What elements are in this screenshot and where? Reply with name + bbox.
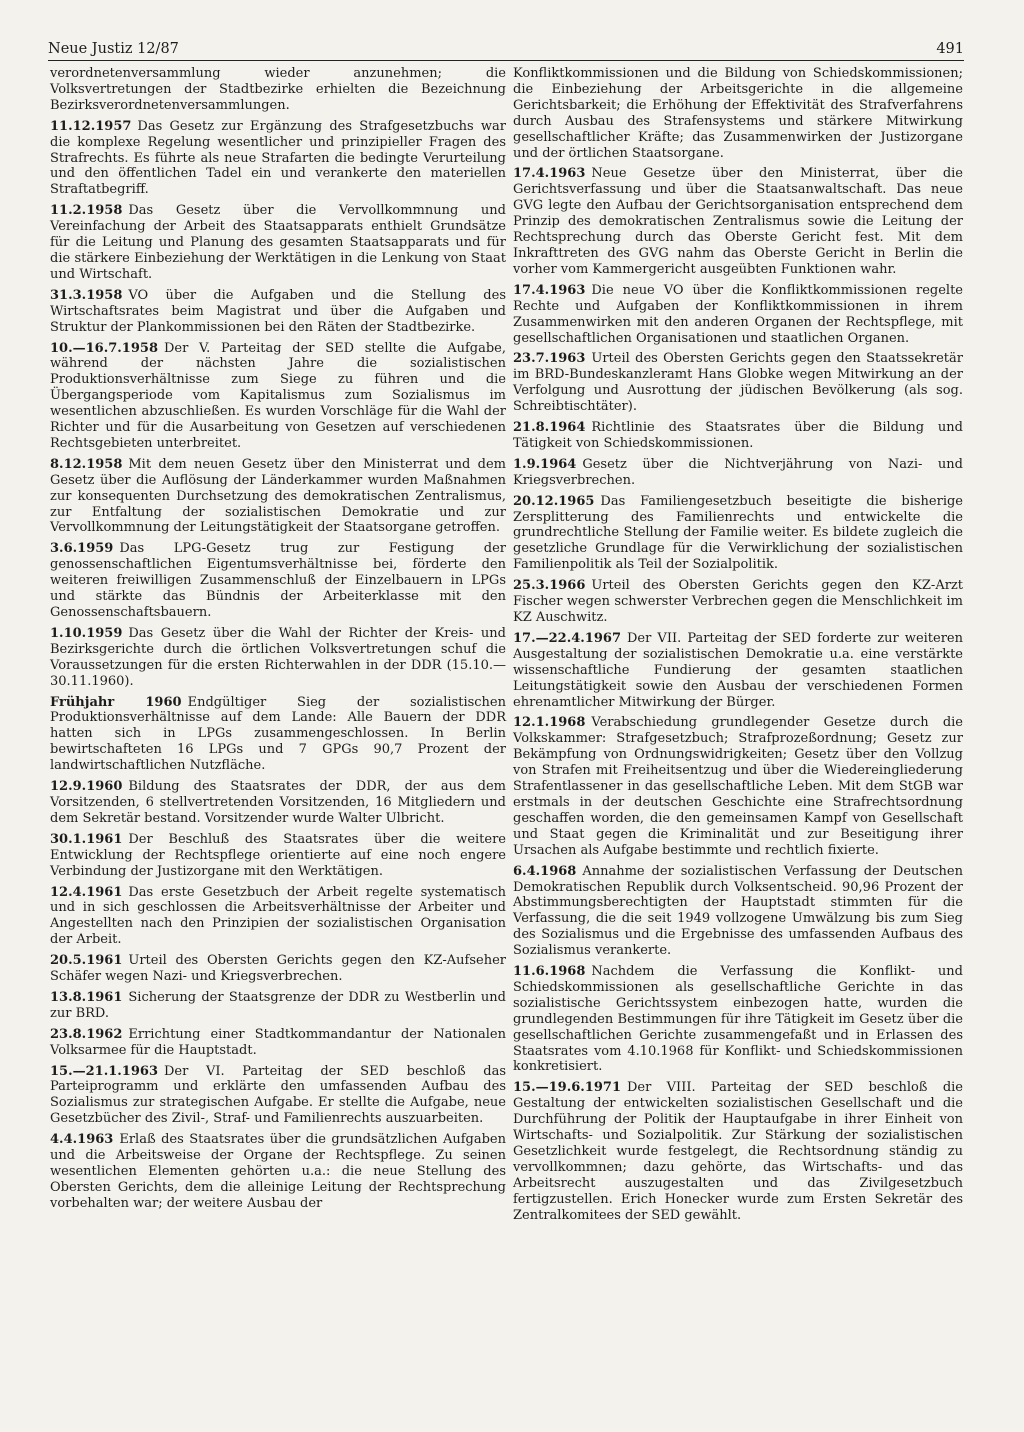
entry-date: Frühjahr 1960 <box>50 694 182 710</box>
entry-date: 12.1.1968 <box>513 715 586 731</box>
entry-date: 17.—22.4.1967 <box>513 630 621 646</box>
entry-text: Mit dem neuen Gesetz über den Ministerrat und dem Gesetz über die Auflösung der Länderkammer wurden Maßnahmen zur konsequenten Durchsetzung des demokratischen Zentralismus, zur Entfaltung der sozialistischen Demokratie und zur Vervollkommnung der Leitungstätigkeit der Staatsorgane getroffen. <box>50 456 506 536</box>
entry-date: 8.12.1958 <box>50 456 123 472</box>
chronology-entry <box>513 420 963 452</box>
entry-date: 1.9.1964 <box>513 456 577 472</box>
entry-text: Das Gesetz über die Wahl der Richter der Kreis- und Bezirksgerichte durch die örtlichen Volksvertretungen schuf die Voraussetzungen für die ersten Richterwahlen in der DDR (15.10.—30.11.1960). <box>50 625 506 689</box>
entry-text: Urteil des Obersten Gerichts gegen den Staatssekretär im BRD-Bundeskanzleramt Hans Globke wegen Mitwirkung an der Verfolgung und Ausrottung der jüdischen Bevölkerung (als sog. Schreibtischtäter). <box>513 351 963 415</box>
chronology-entry <box>50 203 506 283</box>
chronology-entry <box>50 885 506 949</box>
entry-date: 6.4.1968 <box>513 863 577 879</box>
chronology-entry <box>513 864 963 959</box>
entry-text: Bildung des Staatsrates der DDR, der aus dem Vorsitzenden, 6 stellvertretenden Vorsitzenden, 16 Mitgliedern und dem Sekretär bestand. Vorsitzender wurde Walter Ulbricht. <box>50 779 506 826</box>
chronology-entry <box>50 990 506 1022</box>
chronology-entry <box>513 283 963 347</box>
entry-text: Die neue VO über die Konfliktkommissionen regelte Rechte und Aufgaben der Konfliktkommissionen in ihrem Zusammenwirken mit den anderen Organen der Rechtspflege, mit gesellschaftlichen Organisationen und staatlichen Organen. <box>513 282 963 346</box>
entry-date: 30.1.1961 <box>50 831 123 847</box>
entry-text: Urteil des Obersten Gerichts gegen den KZ-Aufseher Schäfer wegen Nazi- und Kriegsverbrechen. <box>50 953 506 985</box>
chronology-entry <box>50 695 506 775</box>
page-number: 491 <box>936 41 964 57</box>
chronology-entry <box>50 541 506 621</box>
entry-text: Errichtung einer Stadtkommandantur der Nationalen Volksarmee für die Hauptstadt. <box>50 1026 506 1058</box>
chronology-entry <box>50 832 506 880</box>
entry-date: 23.7.1963 <box>513 351 586 367</box>
entry-date: 15.—19.6.1971 <box>513 1080 621 1096</box>
entry-text: Das Familiengesetzbuch beseitigte die bisherige Zersplitterung des Familienrechts und entwickelte die grundrechtliche Stellung der Familie weiter. Es bildete zugleich die gesetzliche Grundlage für die Verwirklichung der sozialistischen Familienpolitik als Teil der Sozialpolitik. <box>513 493 963 573</box>
entry-date: 15.—21.1.1963 <box>50 1063 158 1079</box>
entry-text: Erlaß des Staatsrates über die grundsätzlichen Aufgaben und die Arbeitsweise der Organe der Rechtspflege. Zu seinen wesentlichen Elementen gehörten u.a.: die neue Stellung des Obersten Gerichts, dem die alleinige Leitung der Rechtsprechung vorbehalten war; der weitere Ausbau der <box>50 1132 506 1211</box>
entry-date: 12.4.1961 <box>50 884 123 900</box>
chronology-entry <box>513 351 963 415</box>
entry-date: 25.3.1966 <box>513 578 586 594</box>
chronology-entry <box>50 1027 506 1059</box>
entry-date: 17.4.1963 <box>513 166 586 182</box>
entry-date: 1.10.1959 <box>50 625 123 641</box>
journal-title: Neue Justiz 12/87 <box>48 41 179 57</box>
chronology-entry <box>50 457 506 537</box>
entry-text: verordnetenversammlung wieder anzunehmen; die Volksvertretungen der Stadtbezirke erhielten die Bezeichnung Bezirksverordnetenversammlungen. <box>50 66 506 113</box>
entry-date: 31.3.1958 <box>50 287 123 303</box>
entry-date: 13.8.1961 <box>50 989 123 1005</box>
entry-date: 11.2.1958 <box>50 203 123 219</box>
entry-date: 20.5.1961 <box>50 953 123 969</box>
entry-date: 4.4.1963 <box>50 1132 114 1148</box>
entry-date: 17.4.1963 <box>513 282 586 298</box>
chronology-entry <box>513 1080 963 1223</box>
entry-date: 10.—16.7.1958 <box>50 340 158 356</box>
chronology-entry <box>50 288 506 336</box>
entry-date: 11.12.1957 <box>50 118 132 134</box>
chronology-entry <box>50 779 506 827</box>
chronology-entry <box>50 341 506 452</box>
chronology-entry <box>513 715 963 858</box>
entry-text: Der VII. Parteitag der SED forderte zur weiteren Ausgestaltung der sozialistischen Demokratie u.a. eine verstärkte wissenschaftliche Fundierung der gesamten staatlichen Leitungstätigkeit sowie den Ausbau der verschiedenen Formen ehrenamtlicher Mitwirkung der Bürger. <box>513 630 963 710</box>
entry-text: Neue Gesetze über den Ministerrat, über die Gerichtsverfassung und über die Staatsanwaltschaft. Das neue GVG legte den Aufbau der Gerichtsorganisation entsprechend dem Prinzip des demokratischen Zentralismus sowie die Leitung der Rechtsprechung durch das Oberste Gericht fest. Mit dem Inkrafttreten des GVG nahm das Oberste Gericht in Berlin die vorher vom Kammergericht ausgeübten Funktionen wahr. <box>513 166 963 277</box>
entry-date: 20.12.1965 <box>513 493 595 509</box>
entry-text: Das LPG-Gesetz trug zur Festigung der genossenschaftlichen Eigentumsverhältnisse bei, förderte den weiteren freiwilligen Zusammenschluß der Einzelbauern in LPGs und stärkte das Bündnis der Arbeiterklasse mit den Genossenschaftsbauern. <box>50 541 506 620</box>
chronology-entry <box>513 166 963 277</box>
chronology-entry <box>50 66 506 114</box>
entry-text: VO über die Aufgaben und die Stellung des Wirtschaftsrates beim Magistrat und über die Aufgaben und Struktur der Plankommissionen bei den Räten der Stadtbezirke. <box>50 287 506 335</box>
entry-text: Das erste Gesetzbuch der Arbeit regelte systematisch und in sich geschlossen die Arbeitsverhältnisse der Arbeiter und Angestellten nach den Prinzipien der sozialistischen Organisation der Arbeit. <box>50 884 506 948</box>
chronology-entry <box>513 964 963 1075</box>
entry-text: Annahme der sozialistischen Verfassung der Deutschen Demokratischen Republik durch Volksentscheid. 90,96 Prozent der Abstimmungsberechtigten der Hauptstadt stimmten für die Verfassung, die die seit 1949 vollzogene Umwälzung bis zum Sieg des Sozialismus und die Ergebnisse des umfassenden Aufbaus des Sozialismus verankerte. <box>513 863 963 959</box>
entry-text: Das Gesetz zur Ergänzung des Strafgesetzbuchs war die komplexe Regelung wesentlicher und prinzipieller Fragen des Strafrechts. Es führte als neue Strafarten die bedingte Verurteilung und den öffentlichen Tadel ein und verankerte den materiellen Straftatbegriff. <box>50 118 506 198</box>
chronology-entry <box>513 631 963 711</box>
entry-text: Der VI. Parteitag der SED beschloß das Parteiprogramm und erklärte den umfassenden Aufbau des Sozialismus zur strategischen Aufgabe. Er stellte die Aufgabe, neue Gesetzbücher des Zivil-, Straf- und Familienrechts auszuarbeiten. <box>50 1063 506 1127</box>
entry-text: Richtlinie des Staatsrates über die Bildung und Tätigkeit von Schiedskommissionen. <box>513 420 963 451</box>
chronology-entry <box>513 578 963 626</box>
page-header <box>48 36 964 61</box>
entry-text: Konfliktkommissionen und die Bildung von Schiedskommissionen; die Einbeziehung der Arbeitsgerichte in die allgemeine Gerichtsbarkeit; die Erhöhung der Effektivität des Strafverfahrens durch Ausbau des Strafensystems und stärkere Mitwirkung gesellschaftlicher Kräfte; das Zusammenwirken der Justizorgane und der örtlichen Staatsorgane. <box>513 66 963 161</box>
entry-text: Gesetz über die Nichtverjährung von Nazi- und Kriegsverbrechen. <box>513 456 963 488</box>
chronology-entry <box>50 1064 506 1128</box>
chronology-entry <box>50 626 506 690</box>
chronology-entry <box>513 457 963 489</box>
entry-text: Der VIII. Parteitag der SED beschloß die Gestaltung der entwickelten sozialistischen Gesellschaft und die Durchführung der Politik der Hauptaufgabe in ihrer Einheit von Wirtschafts- und Sozialpolitik. Zur Stärkung der sozialistischen Gesetzlichkeit wurde festgelegt, die Rechtsordnung ständig zu vervollkommnen; dazu gehörte, das Wirtschafts- und das Arbeitsrecht auszugestalten und das Zivilgesetzbuch fertigzustellen. Erich Honecker wurde zum Ersten Sekretär des Zentralkomitees der SED gewählt. <box>513 1080 963 1223</box>
chronology-entry <box>513 494 963 574</box>
entry-date: 11.6.1968 <box>513 964 586 980</box>
entry-date: 3.6.1959 <box>50 541 114 557</box>
entry-text: Sicherung der Staatsgrenze der DDR zu Westberlin und zur BRD. <box>50 989 506 1021</box>
chronology-entry <box>50 953 506 985</box>
entry-text: Der V. Parteitag der SED stellte die Aufgabe, während der nächsten Jahre die sozialistischen Produktionsverhältnisse zum Siege zu führen und die Übergangsperiode vom Kapitalismus zum Sozialismus im wesentlichen abzuschließen. Es wurden Vorschläge für die Wahl der Richter und für die Ausarbeitung von Gesetzen auf verschiedenen Rechtsgebieten unterbreitet. <box>50 340 506 451</box>
entry-text: Endgültiger Sieg der sozialistischen Produktionsverhältnisse auf dem Lande: Alle Bauern der DDR hatten sich in LPGs zusammengeschlossen. In Berlin bewirtschafteten 16 LPGs und 7 GPGs 90,7 Prozent der landwirtschaftlichen Nutzfläche. <box>50 694 506 774</box>
entry-text: Verabschiedung grundlegender Gesetze durch die Volkskammer: Strafgesetzbuch; Strafprozeßordnung; Gesetz zur Bekämpfung von Ordnungswidrigkeiten; Gesetz über den Vollzug von Strafen mit Freiheitsentzug und über die Wiedereingliederung Strafentlassener in das gesellschaftliche Leben. Mit dem StGB war erstmals in der deutschen Geschichte eine Strafrechtsordnung geschaffen worden, die den gemeinsamen Kampf von Gesellschaft und Staat gegen die Kriminalität und zur Beseitigung ihrer Ursachen als Aufgabe bestimmte und rechtlich fixierte. <box>513 715 963 858</box>
entry-date: 23.8.1962 <box>50 1026 123 1042</box>
left-column <box>50 66 506 1217</box>
chronology-entry <box>513 66 963 161</box>
entry-text: Urteil des Obersten Gerichts gegen den KZ-Arzt Fischer wegen schwerster Verbrechen gegen die Menschlichkeit im KZ Auschwitz. <box>513 578 963 625</box>
chronology-entry <box>50 1132 506 1212</box>
entry-date: 12.9.1960 <box>50 779 123 795</box>
entry-text: Der Beschluß des Staatsrates über die weitere Entwicklung der Rechtspflege orientierte auf eine noch engere Verbindung der Justizorgane mit den Werktätigen. <box>50 831 506 879</box>
entry-date: 21.8.1964 <box>513 420 586 436</box>
entry-text: Nachdem die Verfassung die Konflikt- und Schiedskommissionen als gesellschaftliche Gerichte in das sozialistische Gerichtssystem einbezogen hatte, wurden die grundlegenden Bestimmungen für ihre Tätigkeit im Gesetz über die gesellschaftlichen Gerichte zusammengefaßt und in Erlassen des Staatsrates vom 4.10.1968 für Konflikt- und Schiedskommissionen konkretisiert. <box>513 964 963 1075</box>
entry-text: Das Gesetz über die Vervollkommnung und Vereinfachung der Arbeit des Staatsapparats enthielt Grundsätze für die Leitung und Planung des gesamten Staatsapparats und für die stärkere Einbeziehung der Werktätigen in die Lenkung von Staat und Wirtschaft. <box>50 203 506 282</box>
right-column <box>513 66 963 1229</box>
chronology-entry <box>50 119 506 199</box>
